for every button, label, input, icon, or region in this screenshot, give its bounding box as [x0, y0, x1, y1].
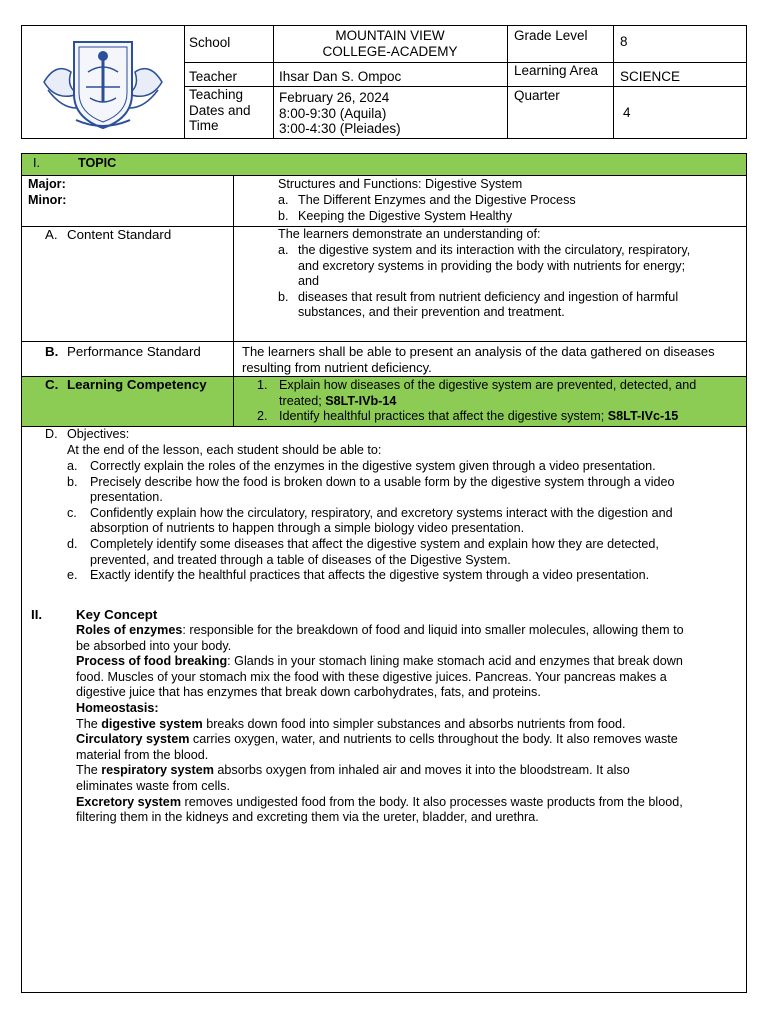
performance-standard-label: Performance Standard — [67, 344, 201, 359]
competency-marker: C. — [45, 377, 59, 392]
competency-label: Learning Competency — [67, 377, 207, 392]
topic-numeral: I. — [33, 156, 40, 170]
key-concept-body: Roles of enzymes: responsible for the breakdown of food and liquid into smaller molecules, allowing them to be absorbed into your body. Process of food breaking: Glands in your stomach lining make stomach acid and enzymes that break down food. Muscles of your stomach mix the food with these digestive juices. Pancreas. Your pancreas makes a digestive juice that has enzymes that break down carbohydrates, fats, and proteins. Homeostasis: The digestive system breaks down food into simpler substances and absorbs nutrients from food. Circulatory system carries oxygen, water, and nutrients to cells throughout the body. It also removes waste material from the blood. The respiratory system absorbs oxygen from inhaled air and moves it into the bloodstream. It also eliminates waste from cells. Excretory system removes undigested food from the body. It also processes waste products from the blood, filtering them in the kidneys and excreting them via the ureter, bladder, and urethra. — [76, 623, 746, 826]
enzymes-paragraph: Roles of enzymes: responsible for the breakdown of food and liquid into smaller molecules, allowing them to — [76, 623, 684, 637]
learning-area-value: SCIENCE — [620, 69, 681, 84]
minor-label: Minor: — [28, 193, 67, 207]
quarter-value: 4 — [623, 105, 631, 120]
list-item: c. Confidently explain how the circulatory, respiratory, and excretory systems interact with the digestion and absorption of nutrients to happen through a simple biology video presentation. — [67, 505, 673, 536]
grade-level-label: Grade Level — [514, 28, 588, 43]
competency-code: S8LT-IVb-14 — [325, 393, 397, 408]
teaching-dates-value: February 26, 2024 8:00-9:30 (Aquila) 3:00-4:30 (Pleiades) — [279, 90, 401, 136]
digestive-paragraph: The digestive system breaks down food into simpler substances and absorbs nutrients from food. — [76, 716, 626, 731]
objectives-intro: At the end of the lesson, each student should be able to: — [67, 443, 382, 457]
respiratory-paragraph: The respiratory system absorbs oxygen from inhaled air and moves it into the bloodstream. It also — [76, 763, 630, 778]
key-concept-numeral: II. — [31, 607, 43, 622]
learning-area-label: Learning Area — [514, 63, 599, 78]
competency-code: S8LT-IVc-15 — [607, 409, 679, 424]
major-label: Major: — [28, 177, 66, 191]
food-breaking-paragraph: Process of food breaking: Glands in your stomach lining make stomach acid and enzymes that break down — [76, 654, 683, 669]
lesson-plan-table — [21, 153, 747, 993]
performance-standard-text: The learners shall be able to present an analysis of the data gathered on diseases resulting from nutrient deficiency. — [242, 344, 715, 375]
school-label: School — [189, 35, 231, 50]
topic-header-bar — [22, 154, 746, 175]
school-value: MOUNTAIN VIEW COLLEGE-ACADEMY — [322, 28, 458, 59]
list-item: 2. Identify healthful practices that affect the digestive system; S8LT-IVc-15 — [257, 409, 679, 424]
minor-list — [278, 193, 576, 224]
objectives-label: Objectives: — [67, 427, 130, 441]
quarter-label: Quarter — [514, 88, 560, 103]
teacher-value: Ihsar Dan S. Ompoc — [279, 69, 402, 84]
content-standard-marker: A. — [45, 227, 58, 242]
header-table — [21, 25, 747, 139]
circulatory-paragraph: Circulatory system carries oxygen, water, and nutrients to cells throughout the body. It also removes waste — [76, 732, 678, 747]
list-item: d. Completely identify some diseases that affect the digestive system and explain how they are detected, prevented, and treated through a table of diseases of the Digestive System. — [67, 536, 659, 567]
teaching-dates-label: Teaching Dates and Time — [189, 87, 251, 133]
content-standard-label: Content Standard — [67, 227, 172, 242]
competency-list — [257, 378, 696, 425]
list-item: b. Keeping the Digestive System Healthy — [278, 208, 513, 223]
list-item: b. diseases that result from nutrient deficiency and ingestion of harmful substances, and their prevention and treatment. — [278, 289, 679, 320]
list-item: b. Precisely describe how the food is broken down to a usable form by the digestive system through a video presentation. — [67, 474, 675, 505]
key-concept-heading: Key Concept — [76, 607, 158, 622]
list-item: a. The Different Enzymes and the Digestive Process — [278, 193, 576, 207]
content-standard-list — [278, 243, 690, 321]
school-seal — [36, 32, 170, 132]
teacher-label: Teacher — [189, 69, 238, 84]
list-item: a. Correctly explain the roles of the enzymes in the digestive system given through a video presentation. — [67, 459, 656, 473]
objectives-marker: D. — [45, 427, 58, 441]
content-standard-intro: The learners demonstrate an understanding of: — [278, 227, 541, 241]
excretory-paragraph: Excretory system removes undigested food from the body. It also processes waste products from the blood, — [76, 794, 683, 809]
list-item: e. Exactly identify the healthful practices that affects the digestive system through a video presentation. — [67, 568, 650, 583]
list-item: 1. Explain how diseases of the digestive system are prevented, detected, and treated; S8LT-IVb-14 — [257, 378, 697, 408]
grade-level-value: 8 — [620, 34, 628, 49]
objectives-list — [67, 459, 747, 584]
major-value: Structures and Functions: Digestive System — [278, 177, 523, 191]
homeostasis-heading: Homeostasis: — [76, 700, 159, 715]
topic-heading: TOPIC — [78, 156, 117, 170]
list-item: a. the digestive system and its interaction with the circulatory, respiratory, and excretory systems in providing the body with nutrients for energy; and — [278, 243, 691, 289]
performance-standard-marker: B. — [45, 344, 59, 359]
